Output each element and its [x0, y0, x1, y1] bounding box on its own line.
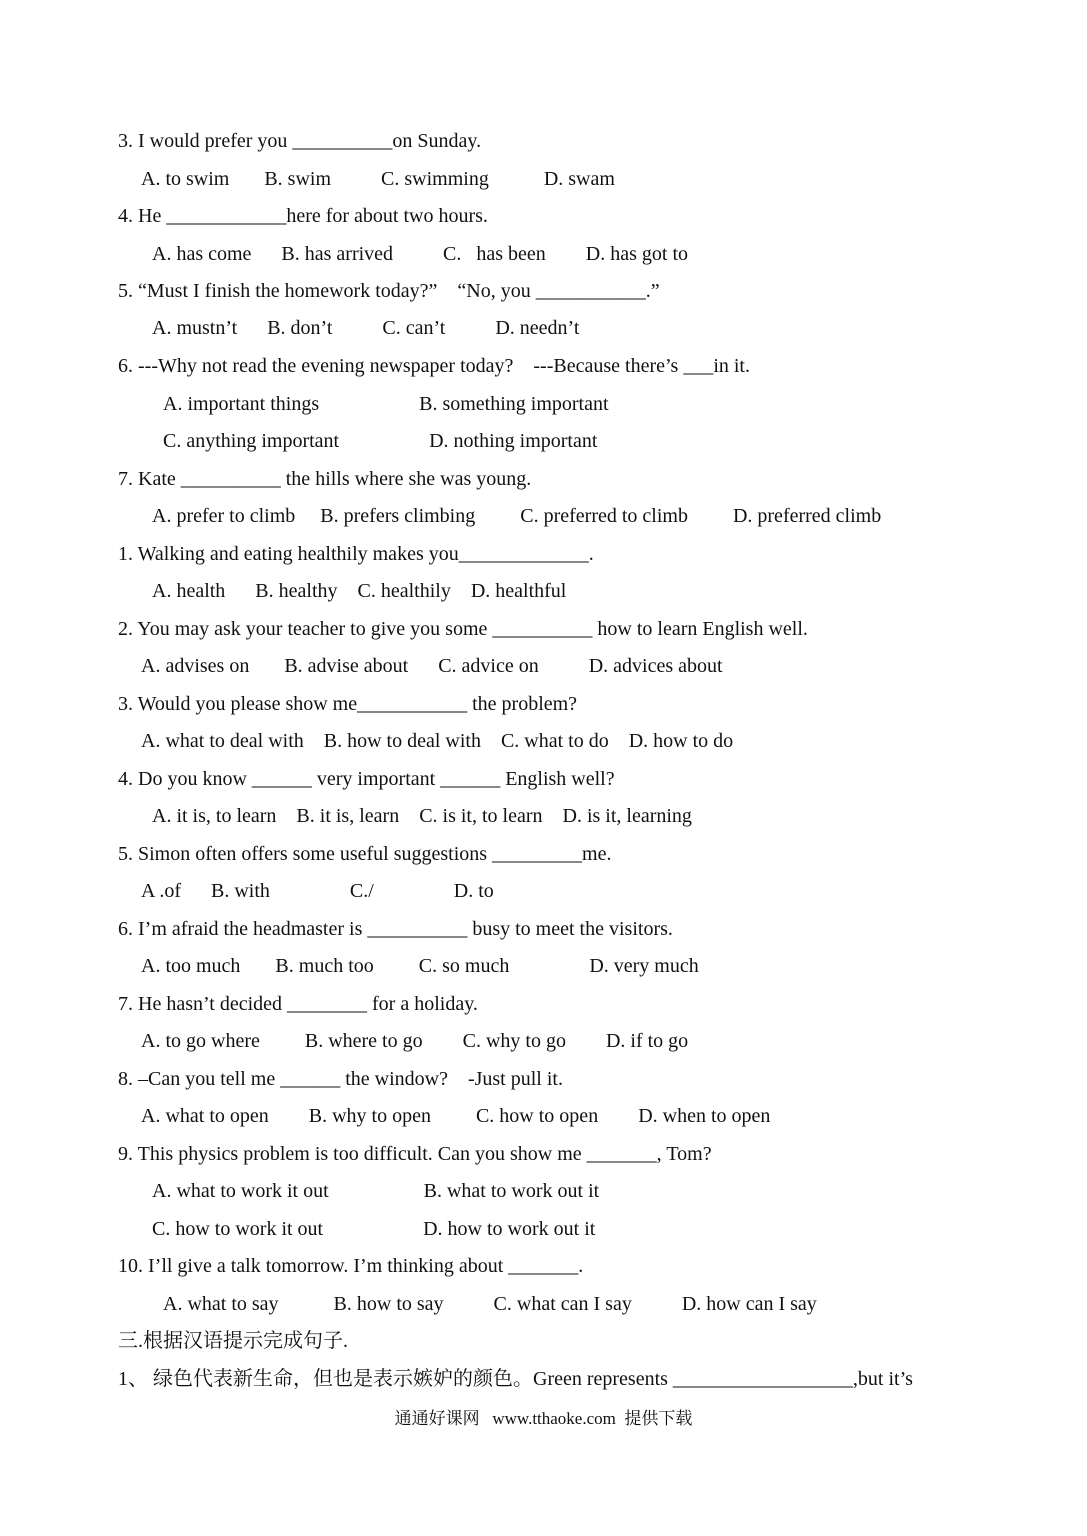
s2-q2-teacher-advice: 2. You may ask your teacher to give you some __________ how to learn English well. [118, 618, 808, 640]
s2-q10-talk: 10. I’ll give a talk tomorrow. I’m thinking about _______. [118, 1255, 584, 1277]
s2-q9-physics: 9. This physics problem is too difficult. Can you show me _______, Tom? [118, 1143, 712, 1165]
s2-q6-options: A. too much B. much too C. so much D. very much [141, 955, 699, 977]
s2-q7-options: A. to go where B. where to go C. why to go D. if to go [141, 1030, 689, 1052]
q6-evening-newspaper: 6. ---Why not read the evening newspaper today? ---Because there’s ___in it. [118, 355, 750, 377]
s2-q1-options: A. health B. healthy C. healthily D. healthful [152, 580, 567, 602]
q7-kate-hills: 7. Kate __________ the hills where she was young. [118, 468, 532, 490]
s2-q8-window: 8. –Can you tell me ______ the window? -Just pull it. [118, 1068, 563, 1090]
s3-q1-green: 1、 绿色代表新生命，但也是表示嫉妒的颜色。Green represents __________________,but it’s [118, 1368, 913, 1390]
s2-q4-options: A. it is, to learn B. it is, learn C. is it, to learn D. is it, learning [152, 805, 692, 827]
s2-q5-simon: 5. Simon often offers some useful suggestions _________me. [118, 843, 612, 865]
s2-q10-options: A. what to say B. how to say C. what can I say D. how can I say [163, 1293, 817, 1315]
q7-options: A. prefer to climb B. prefers climbing C. preferred to climb D. preferred climb [152, 505, 882, 527]
q6-options-cd: C. anything important D. nothing important [163, 430, 598, 452]
s2-q8-options: A. what to open B. why to open C. how to open D. when to open [141, 1105, 771, 1127]
s2-q9-options-ab: A. what to work it out B. what to work out it [152, 1180, 600, 1202]
s2-q3-show-me: 3. Would you please show me___________ the problem? [118, 693, 578, 715]
s2-q4-do-you-know: 4. Do you know ______ very important ______ English well? [118, 768, 615, 790]
s2-q1-healthily: 1. Walking and eating healthily makes you_____________. [118, 543, 594, 565]
q6-options-ab: A. important things B. something important [163, 393, 609, 415]
s2-q5-options: A .of B. with C./ D. to [141, 880, 494, 902]
q4-options: A. has come B. has arrived C. has been D. has got to [152, 243, 689, 265]
page-footer: 通通好课网 www.tthaoke.com 提供下载 [394, 1409, 693, 1428]
s2-q7-holiday: 7. He hasn’t decided ________ for a holiday. [118, 993, 478, 1015]
s2-q3-options: A. what to deal with B. how to deal with C. what to do D. how to do [141, 730, 734, 752]
s2-q6-headmaster: 6. I’m afraid the headmaster is __________ busy to meet the visitors. [118, 918, 673, 940]
s2-q9-options-cd: C. how to work it out D. how to work out it [152, 1218, 596, 1240]
s2-q2-options: A. advises on B. advise about C. advice on D. advices about [141, 655, 723, 677]
q3-prefer-swim: 3. I would prefer you __________on Sunday. [118, 130, 482, 152]
q5-finish-homework: 5. “Must I finish the homework today?” “No, you ___________.” [118, 280, 660, 302]
q3-options: A. to swim B. swim C. swimming D. swam [141, 168, 615, 190]
section-3-heading: 三.根据汉语提示完成句子. [118, 1330, 348, 1352]
q4-two-hours: 4. He ____________here for about two hours. [118, 205, 488, 227]
q5-options: A. mustn’t B. don’t C. can’t D. needn’t [152, 317, 580, 339]
